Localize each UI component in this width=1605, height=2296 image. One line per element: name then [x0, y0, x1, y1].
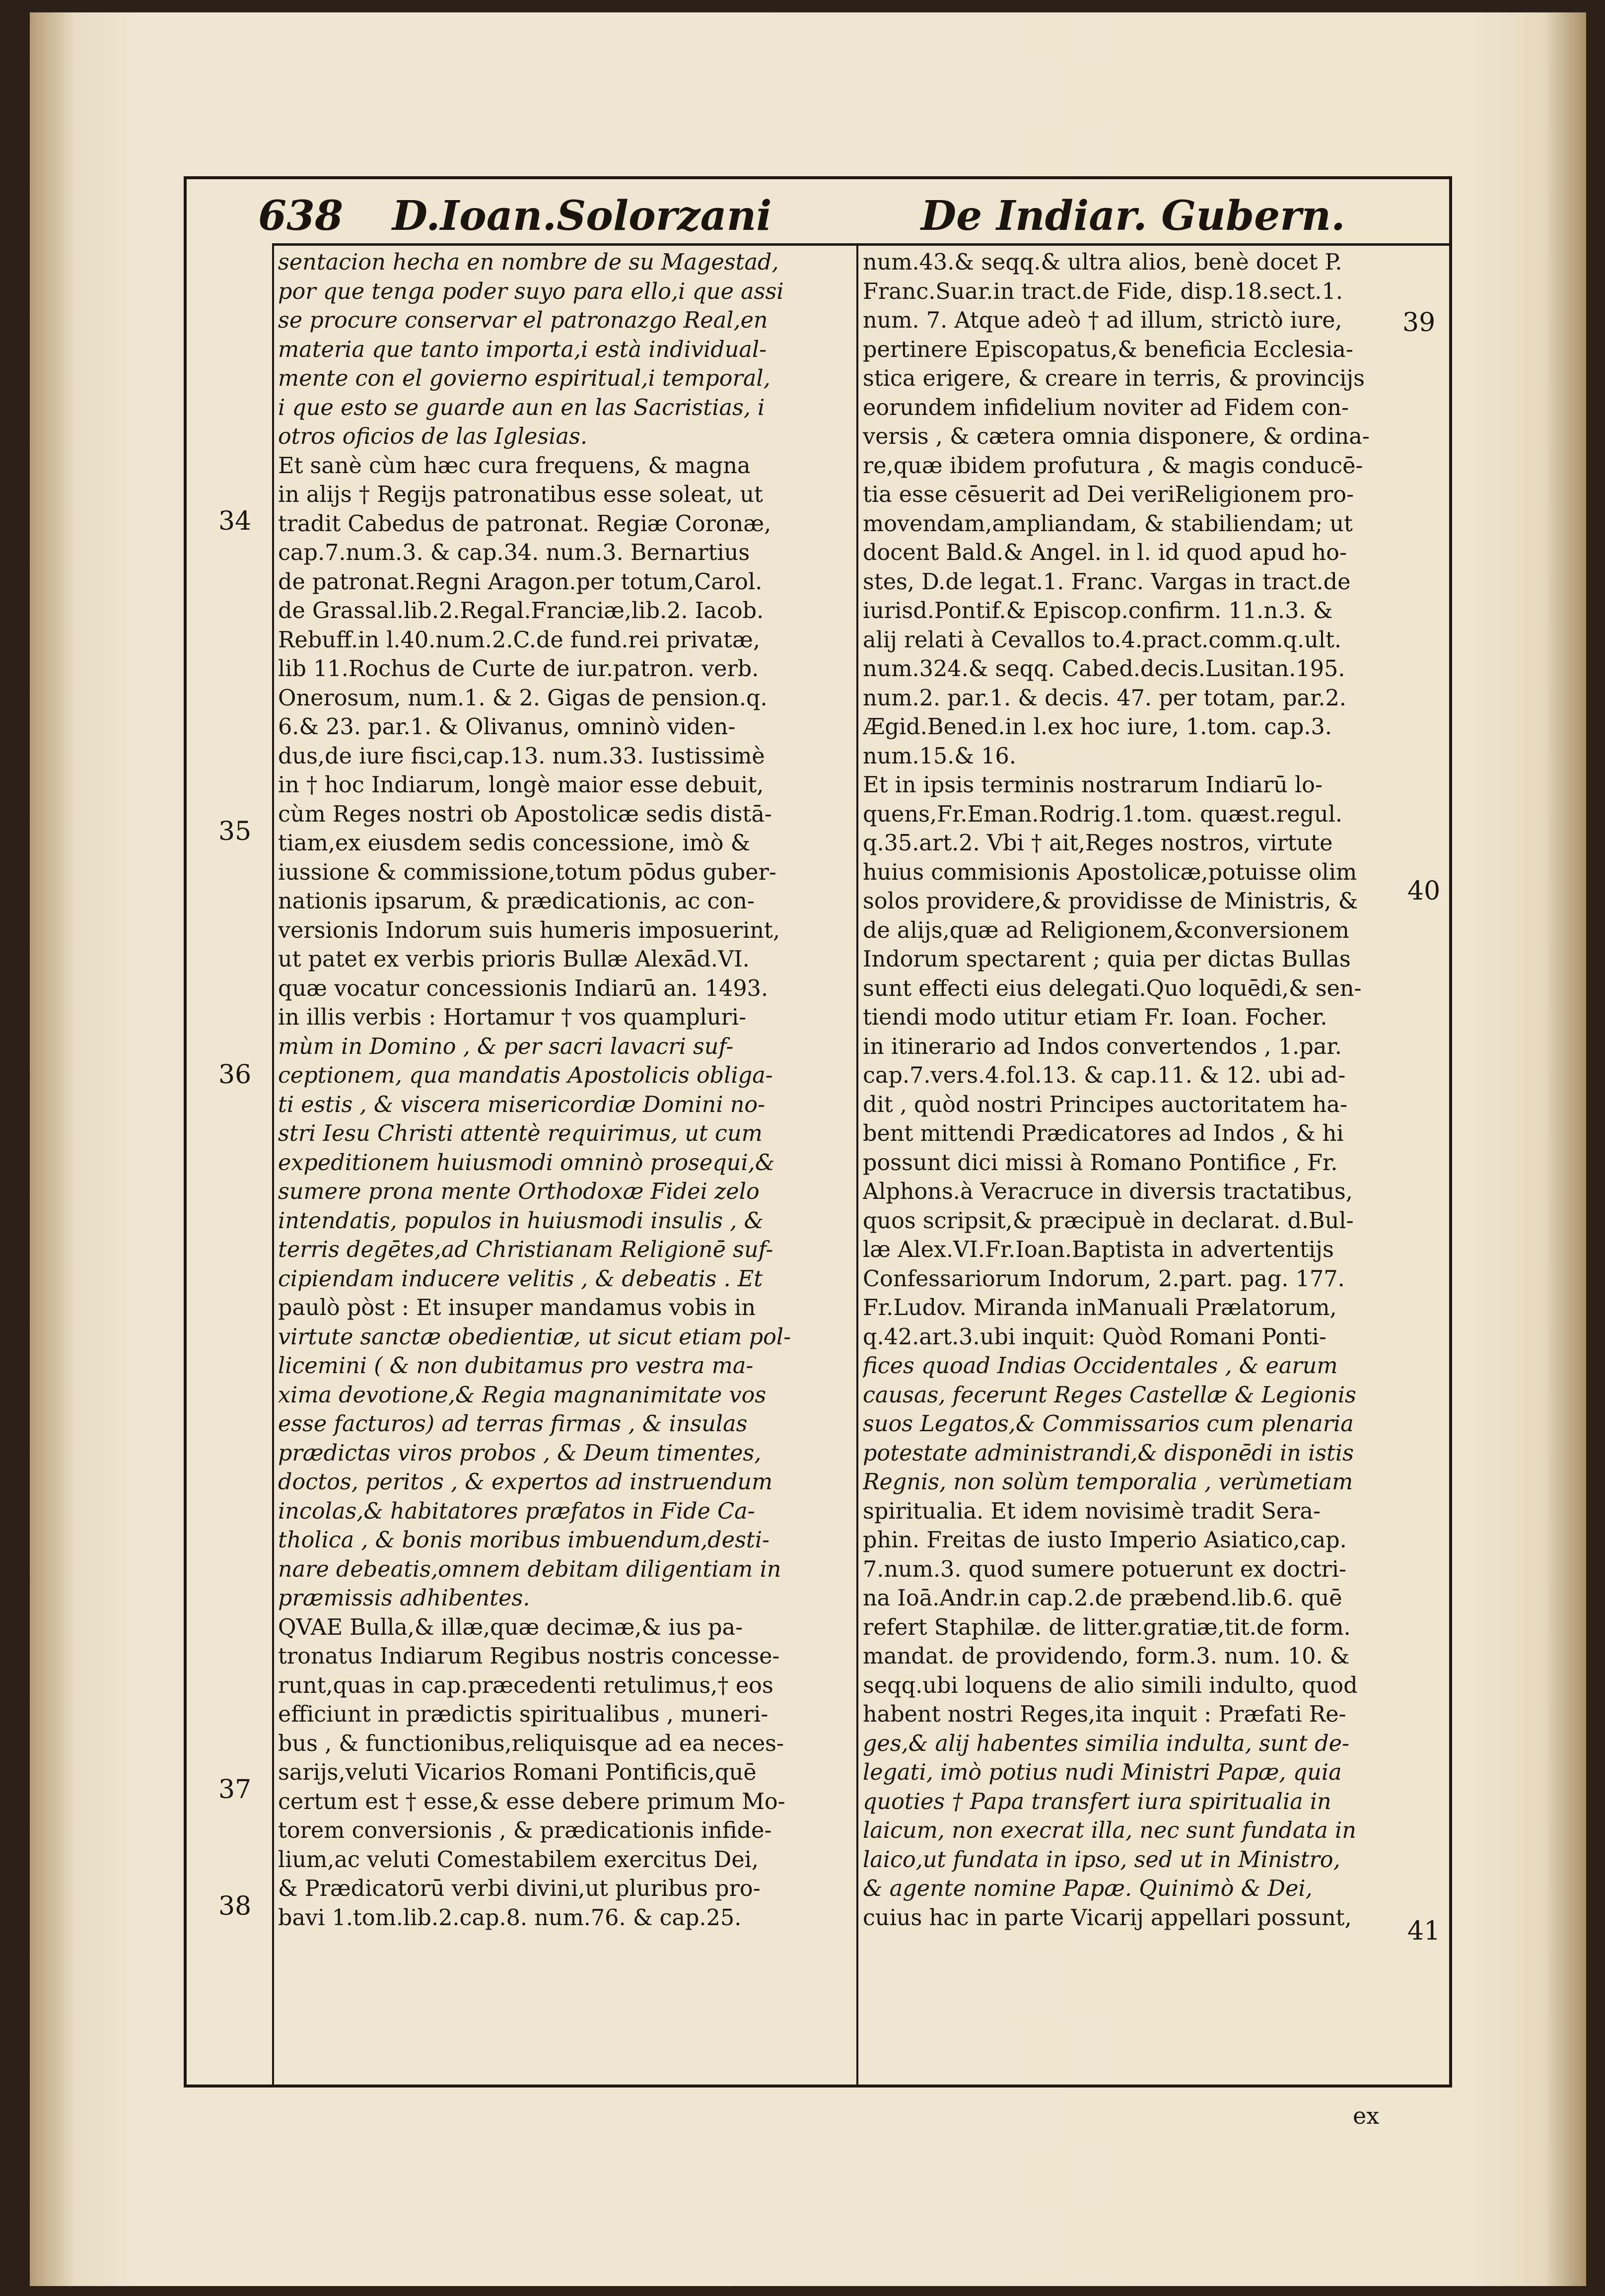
- text-line: laico,ut fundata in ipso, sed ut in Ministro,: [863, 1847, 1340, 1873]
- column-divider: [856, 243, 858, 2087]
- running-head-title: De Indiar. Gubern.: [921, 192, 1345, 240]
- text-line: sentacion hecha en nombre de su Magestad,: [278, 250, 779, 275]
- running-head-author: D.Ioan.Solorzani: [392, 192, 772, 240]
- text-line: causas, fecerunt Reges Castellæ & Legionis: [863, 1382, 1356, 1408]
- text-line: paulò pòst : Et insuper mandamus vobis in: [278, 1295, 756, 1321]
- text-line: Rebuff.in l.40.num.2.C.de fund.rei privatæ,: [278, 627, 760, 653]
- text-line: possunt dici missi à Romano Pontifice , Fr.: [863, 1150, 1338, 1176]
- text-line: Ægid.Bened.in l.ex hoc iure, 1.tom. cap.3.: [863, 714, 1332, 740]
- text-line: num.43.& seqq.& ultra alios, benè docet P.: [863, 250, 1342, 275]
- text-line: dit , quòd nostri Principes auctoritatem ha-: [863, 1092, 1347, 1117]
- text-line: QVAE Bulla,& illæ,quæ decimæ,& ius pa-: [278, 1614, 743, 1640]
- text-line: re,quæ ibidem profutura , & magis conducē-: [863, 453, 1363, 479]
- text-line: eorundem infidelium noviter ad Fidem con-: [863, 395, 1349, 420]
- text-line: & agente nomine Papæ. Quinimò & Dei,: [863, 1876, 1313, 1901]
- text-line: seqq.ubi loquens de alio simili indulto, quod: [863, 1672, 1358, 1698]
- text-line: certum est † esse,& esse debere primum Mo-: [278, 1789, 785, 1814]
- text-line: spiritualia. Et idem novisimè tradit Sera-: [863, 1498, 1321, 1524]
- text-line: prædictas viros probos , & Deum timentes,: [278, 1440, 762, 1466]
- text-line: refert Staphilæ. de litter.gratiæ,tit.de form.: [863, 1614, 1351, 1640]
- text-line: Regnis, non solùm temporalia , verùmetiam: [863, 1469, 1353, 1495]
- text-line: intendatis, populos in huiusmodi insulis , &: [278, 1208, 764, 1234]
- margin-number: 38: [218, 1891, 252, 1921]
- text-line: cap.7.vers.4.fol.13. & cap.11. & 12. ubi ad-: [863, 1063, 1346, 1088]
- text-line: Alphons.à Veracruce in diversis tractatibus,: [863, 1179, 1353, 1204]
- text-line: pertinere Episcopatus,& beneficia Ecclesia-: [863, 337, 1353, 362]
- text-line: in alijs † Regijs patronatibus esse soleat, ut: [278, 482, 763, 507]
- text-line: Indorum spectarent ; quia per dictas Bullas: [863, 947, 1351, 972]
- text-line: sarijs,veluti Vicarios Romani Pontificis,quē: [278, 1760, 757, 1785]
- text-line: otros oficios de las Iglesias.: [278, 424, 588, 449]
- text-line: licemini ( & non dubitamus pro vestra ma-: [278, 1353, 754, 1379]
- text-line: cùm Reges nostri ob Apostolicæ sedis distā-: [278, 801, 772, 827]
- page-number: 638: [258, 192, 344, 240]
- text-line: sunt effecti eius delegati.Quo loquēdi,& sen-: [863, 975, 1362, 1001]
- text-line: Confessariorum Indorum, 2.part. pag. 177.: [863, 1266, 1345, 1292]
- margin-number: 34: [218, 506, 252, 536]
- text-line: virtute sanctæ obedientiæ, ut sicut etiam pol-: [278, 1324, 791, 1350]
- text-line: in illis verbis : Hortamur † vos quampluri-: [278, 1005, 747, 1030]
- text-line: lib 11.Rochus de Curte de iur.patron. verb.: [278, 656, 759, 682]
- text-line: terris degētes,ad Christianam Religionē suf-: [278, 1237, 773, 1262]
- text-line: ti estis , & viscera misericordiæ Domini no-: [278, 1092, 766, 1117]
- text-line: dus,de iure fisci,cap.13. num.33. Iustissimè: [278, 743, 765, 769]
- text-line: efficiunt in prædictis spiritualibus , muneri-: [278, 1702, 768, 1727]
- text-line: potestate administrandi,& disponēdi in istis: [863, 1440, 1354, 1466]
- text-line: nationis ipsarum, & prædicationis, ac con-: [278, 889, 755, 914]
- margin-number: 35: [218, 817, 252, 846]
- text-line: runt,quas in cap.præcedenti retulimus,† eos: [278, 1672, 773, 1698]
- text-line: tholica , & bonis moribus imbuendum,desti-: [278, 1528, 770, 1553]
- text-line: nare debeatis,omnem debitam diligentiam in: [278, 1556, 781, 1582]
- text-line: laicum, non execrat illa, nec sunt fundata in: [863, 1818, 1356, 1843]
- text-line: bus , & functionibus,reliquisque ad ea neces-: [278, 1731, 784, 1756]
- text-line: læ Alex.VI.Fr.Ioan.Baptista in advertentijs: [863, 1237, 1334, 1262]
- text-line: fices quoad Indias Occidentales , & earum: [863, 1353, 1338, 1379]
- text-line: Franc.Suar.in tract.de Fide, disp.18.sect.1.: [863, 278, 1343, 304]
- text-line: & Prædicatorū verbi divini,ut pluribus pro-: [278, 1876, 761, 1901]
- text-line: habent nostri Reges,ita inquit : Præfati Re-: [863, 1702, 1346, 1727]
- text-line: versionis Indorum suis humeris imposuerint,: [278, 917, 780, 943]
- text-line: de alijs,quæ ad Religionem,&conversionem: [863, 917, 1349, 943]
- left-margin-rule: [272, 243, 274, 2087]
- text-line: esse facturos) ad terras firmas , & insulas: [278, 1411, 748, 1437]
- text-line: de patronat.Regni Aragon.per totum,Carol.: [278, 569, 763, 595]
- text-line: na Ioā.Andr.in cap.2.de præbend.lib.6. quē: [863, 1586, 1342, 1611]
- text-line: mùm in Domino , & per sacri lavacri suf-: [278, 1034, 734, 1059]
- text-line: phin. Freitas de iusto Imperio Asiatico,cap.: [863, 1528, 1347, 1553]
- margin-number: 37: [218, 1775, 252, 1805]
- text-line: cipiendam inducere velitis , & debeatis . Et: [278, 1266, 763, 1292]
- text-line: por que tenga poder suyo para ello,i que assi: [278, 278, 784, 304]
- text-line: q.35.art.2. Vbi † ait,Reges nostros, virtute: [863, 831, 1333, 856]
- text-line: stes, D.de legat.1. Franc. Vargas in tract.de: [863, 569, 1351, 595]
- text-line: num.2. par.1. & decis. 47. per totam, par.2.: [863, 685, 1347, 711]
- text-line: Et in ipsis terminis nostrarum Indiarū lo-: [863, 772, 1323, 798]
- text-line: 7.num.3. quod sumere potuerunt ex doctri-: [863, 1556, 1347, 1582]
- margin-number: 39: [1402, 308, 1436, 338]
- text-line: lium,ac veluti Comestabilem exercitus Dei,: [278, 1847, 759, 1873]
- text-line: tradit Cabedus de patronat. Regiæ Coronæ,: [278, 511, 771, 537]
- text-line: Fr.Ludov. Miranda inManuali Prælatorum,: [863, 1295, 1337, 1321]
- text-line: sumere prona mente Orthodoxæ Fidei zelo: [278, 1179, 760, 1204]
- text-line: movendam,ampliandam, & stabiliendam; ut: [863, 511, 1353, 537]
- text-line: præmissis adhibentes.: [278, 1586, 530, 1611]
- text-line: tiam,ex eiusdem sedis concessione, imò &: [278, 831, 751, 856]
- text-line: quoties † Papa transfert iura spiritualia in: [863, 1789, 1331, 1814]
- text-line: alij relati à Cevallos to.4.pract.comm.q.ult.: [863, 627, 1342, 653]
- text-line: tia esse cēsuerit ad Dei veriReligionem pro-: [863, 482, 1354, 507]
- text-line: num.324.& seqq. Cabed.decis.Lusitan.195.: [863, 656, 1345, 682]
- text-line: quæ vocatur concessionis Indiarū an. 1493.: [278, 975, 768, 1001]
- text-line: tronatus Indiarum Regibus nostris concesse-: [278, 1644, 780, 1669]
- catchword: ex: [1353, 2102, 1380, 2129]
- text-line: materia que tanto importa,i està individual-: [278, 337, 767, 362]
- text-line: huius commisionis Apostolicæ,potuisse olim: [863, 859, 1357, 885]
- text-line: cuius hac in parte Vicarij appellari possunt,: [863, 1905, 1352, 1931]
- text-line: Onerosum, num.1. & 2. Gigas de pension.q.: [278, 685, 768, 711]
- text-line: versis , & cætera omnia disponere, & ordina-: [863, 424, 1370, 449]
- text-line: num.15.& 16.: [863, 743, 1016, 769]
- text-line: stica erigere, & creare in terris, & provincijs: [863, 366, 1365, 391]
- text-line: quens,Fr.Eman.Rodrig.1.tom. quæst.regul.: [863, 801, 1343, 827]
- text-line: se procure conservar el patronazgo Real,en: [278, 308, 768, 333]
- text-line: bent mittendi Prædicatores ad Indos , & hi: [863, 1121, 1344, 1146]
- text-line: 6.& 23. par.1. & Olivanus, omninò viden-: [278, 714, 736, 740]
- text-line: Et sanè cùm hæc cura frequens, & magna: [278, 453, 751, 479]
- text-line: bavi 1.tom.lib.2.cap.8. num.76. & cap.25.: [278, 1905, 742, 1931]
- text-line: quos scripsit,& præcipuè in declarat. d.Bul-: [863, 1208, 1354, 1234]
- text-line: torem conversionis , & prædicationis infide-: [278, 1818, 772, 1843]
- margin-number: 41: [1407, 1916, 1441, 1946]
- text-line: in † hoc Indiarum, longè maior esse debuit,: [278, 772, 764, 798]
- text-line: num. 7. Atque adeò † ad illum, strictò iure,: [863, 308, 1342, 333]
- text-line: cap.7.num.3. & cap.34. num.3. Bernartius: [278, 540, 750, 565]
- text-line: ges,& alij habentes similia indulta, sunt de-: [863, 1731, 1350, 1756]
- text-line: ceptionem, qua mandatis Apostolicis obliga-: [278, 1063, 773, 1088]
- left-text-column: [278, 248, 849, 1933]
- margin-number: 40: [1407, 876, 1441, 906]
- text-line: q.42.art.3.ubi inquit: Quòd Romani Ponti-: [863, 1324, 1326, 1350]
- text-line: docent Bald.& Angel. in l. id quod apud ho-: [863, 540, 1347, 565]
- text-line: iurisd.Pontif.& Episcop.confirm. 11.n.3. &: [863, 598, 1333, 624]
- text-line: suos Legatos,& Commissarios cum plenaria: [863, 1411, 1354, 1437]
- text-line: stri Iesu Christi attentè requirimus, ut cum: [278, 1121, 763, 1146]
- text-line: ut patet ex verbis prioris Bullæ Alexād.VI.: [278, 947, 750, 972]
- text-line: de Grassal.lib.2.Regal.Franciæ,lib.2. Iacob.: [278, 598, 764, 624]
- text-line: tiendi modo utitur etiam Fr. Ioan. Focher.: [863, 1005, 1327, 1030]
- text-line: in itinerario ad Indos convertendos , 1.par.: [863, 1034, 1342, 1059]
- text-line: xima devotione,& Regia magnanimitate vos: [278, 1382, 767, 1408]
- text-line: expeditionem huiusmodi omninò prosequi,&: [278, 1150, 775, 1176]
- text-line: iussione & commissione,totum pōdus guber-: [278, 859, 776, 885]
- text-line: mandat. de providendo, form.3. num. 10. &: [863, 1644, 1350, 1669]
- right-text-column: [863, 248, 1446, 1933]
- text-line: incolas,& habitatores præfatos in Fide Ca-: [278, 1498, 755, 1524]
- text-line: legati, imò potius nudi Ministri Papæ, quia: [863, 1760, 1342, 1785]
- text-line: mente con el govierno espiritual,i temporal,: [278, 366, 770, 391]
- text-line: doctos, peritos , & expertos ad instruendum: [278, 1469, 773, 1495]
- text-line: i que esto se guarde aun en las Sacristias, i: [278, 395, 765, 420]
- header-rule: [272, 243, 1452, 246]
- margin-number: 36: [218, 1060, 252, 1090]
- text-line: solos providere,& providisse de Ministris, &: [863, 889, 1358, 914]
